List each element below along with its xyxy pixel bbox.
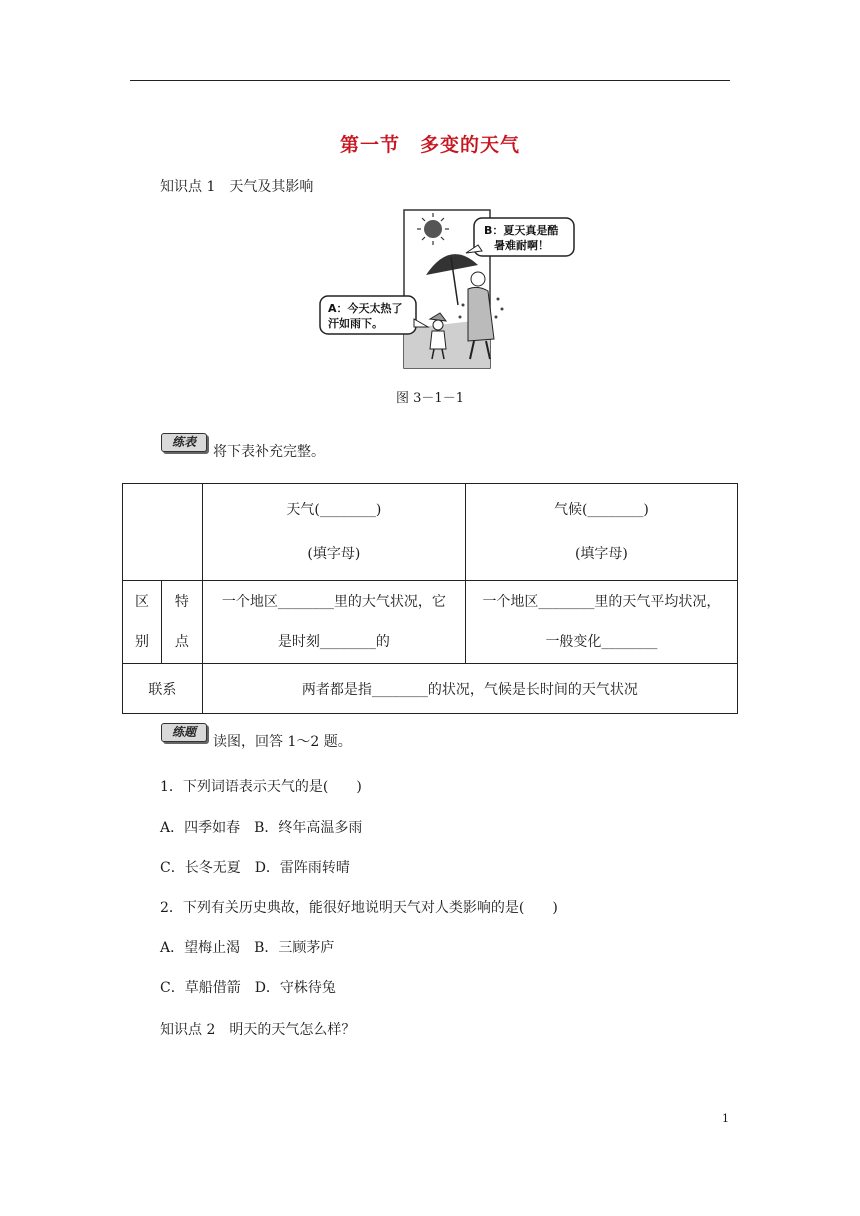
features-label-cell [161,581,202,664]
knowledge-point-1: 知识点 1 天气及其影响 [160,179,314,195]
question-1-options-cd: C．长冬无夏 D．雷阵雨转晴 [160,860,350,876]
page-number: 1 [722,1112,729,1125]
table-header-row [123,484,738,581]
speech-bubble-b [466,218,574,256]
climate-header-cell [465,484,737,581]
table-row-relation [123,664,738,714]
features-label-2: 点 [174,634,189,650]
relation-label: 联系 [148,681,177,698]
features-label-1: 特 [174,594,189,610]
weather-features-cell [202,581,465,664]
weather-header-cell [202,484,465,581]
bubble-b-line2: 暑难耐啊！ [494,239,549,252]
question-2: 2．下列有关历史典故，能很好地说明天气对人类影响的是( ) [160,900,558,916]
question-1: 1．下列词语表示天气的是( ) [160,779,362,795]
weather-cartoon-figure [318,209,576,371]
section-title: 第一节 多变的天气 [339,134,520,156]
climate-header: 气候(________) [553,502,649,518]
climate-features-cell [465,581,737,664]
question-2-options-ab: A．望梅止渴 B．三顾茅庐 [160,940,335,956]
table-row-features [123,581,738,664]
figure-caption: 图 3－1－1 [396,391,464,406]
difference-label-2: 别 [134,634,149,650]
table-corner-cell [123,484,203,581]
practice-questions-badge: 练题 [161,723,207,742]
climate-fill-letter: (填字母) [574,546,628,562]
weather-features-line1: 一个地区________里的大气状况，它 [221,594,446,610]
bubble-b-line1: B：夏天真是酷 [484,224,559,237]
climate-features-line2: 一般变化________ [545,634,658,650]
weather-features-line2: 是时刻________的 [277,634,390,650]
question-2-options-cd: C．草船借箭 D．守株待兔 [160,980,336,996]
relation-text-cell [202,664,737,714]
relation-label-cell [123,664,203,714]
practice-questions-instruction: 读图，回答 1～2 题。 [213,734,352,750]
practice-table-instruction: 将下表补充完整。 [213,444,325,460]
relation-text: 两者都是指________的状况，气候是长时间的天气状况 [301,681,638,698]
difference-label-1: 区 [134,594,149,610]
bubble-a-line2: 汗如雨下。 [328,317,383,330]
speech-bubble-a [320,296,428,334]
weather-climate-table [122,483,738,714]
knowledge-point-2: 知识点 2 明天的天气怎么样？ [160,1022,356,1038]
weather-fill-letter: (填字母) [307,546,361,562]
practice-table-badge: 练表 [161,433,207,452]
cartoon-illustration [318,209,576,371]
weather-header: 天气(________) [286,502,382,518]
difference-label-cell [123,581,162,664]
header-rule [130,80,730,81]
climate-features-line1: 一个地区________里的天气平均状况， [482,594,721,610]
question-1-options-ab: A．四季如春 B．终年高温多雨 [160,820,363,836]
bubble-a-line1: A：今天太热了 [328,302,403,315]
